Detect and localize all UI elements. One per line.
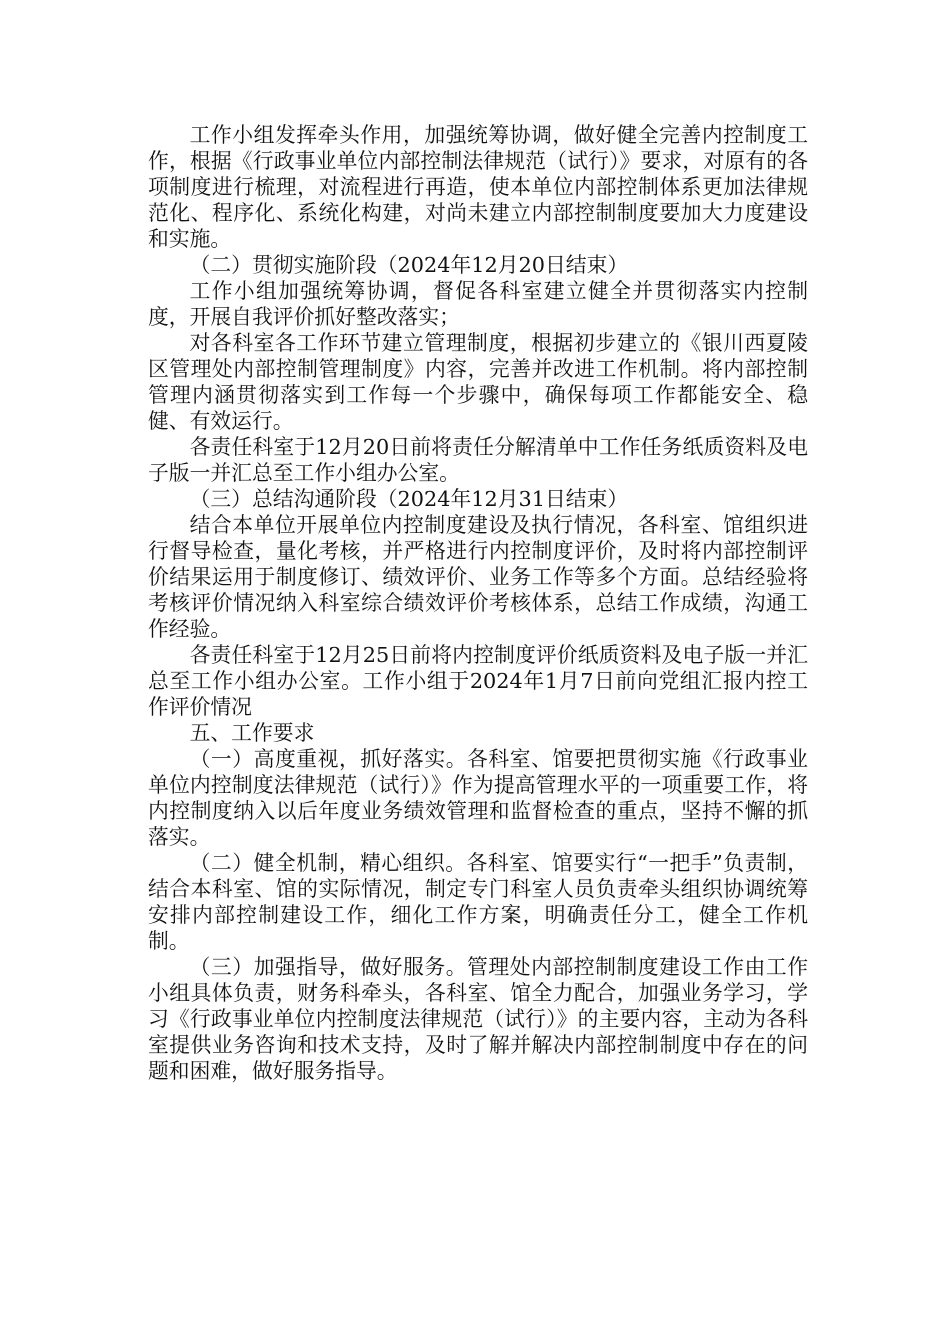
paragraph-3: 对各科室各工作环节建立管理制度，根据初步建立的《银川西夏陵区管理处内部控制管理制度》内容，完善并改进工作机制。将内部控制管理内涵贯彻落实到工作每一个步骤中，确保每项工作都能安全、稳健、有效运行。 (148, 331, 808, 433)
paragraph-4: 各责任科室于12月20日前将责任分解清单中工作任务纸质资料及电子版一并汇总至工作小组办公室。 (148, 435, 808, 485)
paragraph-6: 各责任科室于12月25日前将内控制度评价纸质资料及电子版一并汇总至工作小组办公室。工作小组于2024年1月7日前向党组汇报内控工作评价情况 (148, 643, 808, 719)
requirement-3: （三）加强指导，做好服务。管理处内部控制制度建设工作由工作小组具体负责，财务科牵头，各科室、馆全力配合，加强业务学习，学习《行政事业单位内控制度法律规范（试行）》的主要内容，主动为各科室提供业务咨询和技术支持，及时了解并解决内部控制制度中存在的问题和困难，做好服务指导。 (148, 955, 808, 1083)
section-heading-implementation: （二）贯彻实施阶段（2024年12月20日结束） (189, 253, 629, 277)
document-body (148, 122, 808, 1084)
paragraph-1: 工作小组发挥牵头作用，加强统筹协调，做好健全完善内控制度工作，根据《行政事业单位内部控制法律规范（试行）》要求，对原有的各项制度进行梳理，对流程进行再造，使本单位内部控制体系更加法律规范化、程序化、系统化构建，对尚未建立内部控制制度要加大力度建设和实施。 (148, 123, 808, 251)
requirement-1: （一）高度重视，抓好落实。各科室、馆要把贯彻实施《行政事业单位内控制度法律规范（试行）》作为提高管理水平的一项重要工作，将内控制度纳入以后年度业务绩效管理和监督检查的重点，坚持不懈的抓落实。 (148, 747, 808, 849)
paragraph-2: 工作小组加强统筹协调，督促各科室建立健全并贯彻落实内控制度，开展自我评价抓好整改落实； (148, 279, 808, 329)
section-heading-requirements: 五、工作要求 (189, 721, 315, 745)
paragraph-5: 结合本单位开展单位内控制度建设及执行情况，各科室、馆组织进行督导检查，量化考核，并严格进行内控制度评价，及时将内部控制评价结果运用于制度修订、绩效评价、业务工作等多个方面。总结经验将考核评价情况纳入科室综合绩效评价考核体系，总结工作成绩，沟通工作经验。 (148, 513, 808, 641)
section-heading-summary: （三）总结沟通阶段（2024年12月31日结束） (189, 487, 629, 511)
requirement-2: （二）健全机制，精心组织。各科室、馆要实行“一把手”负责制，结合本科室、馆的实际情况，制定专门科室人员负责牵头组织协调统筹安排内部控制建设工作，细化工作方案，明确责任分工，健全工作机制。 (148, 851, 808, 953)
